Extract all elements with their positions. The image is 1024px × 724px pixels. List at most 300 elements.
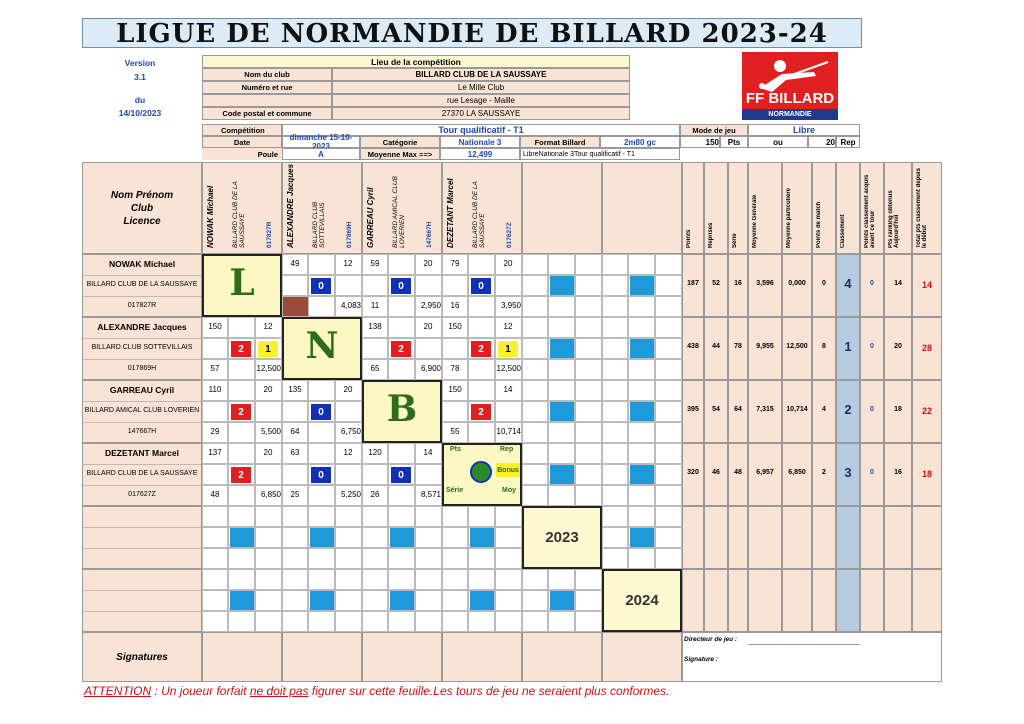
game-points: 135 bbox=[288, 385, 302, 394]
score-cell bbox=[415, 338, 442, 359]
score-cell bbox=[575, 485, 602, 506]
score-cell bbox=[548, 254, 575, 275]
column-player-licence: 017869H bbox=[346, 221, 353, 248]
player-name: ALEXANDRE Jacques bbox=[97, 322, 187, 332]
legend-moy: Moy bbox=[502, 487, 516, 494]
column-player-name: NOWAK Michael bbox=[206, 185, 215, 248]
game-points: 110 bbox=[208, 385, 222, 394]
score-cell bbox=[335, 548, 362, 569]
stat-header-label: Moyenne particulière bbox=[786, 187, 792, 248]
score-cell bbox=[522, 590, 548, 611]
score-cell bbox=[628, 359, 655, 380]
score-cell bbox=[602, 296, 628, 317]
stat-cell bbox=[884, 569, 912, 632]
score-cell bbox=[655, 485, 682, 506]
score-cell bbox=[655, 401, 682, 422]
legend-ball-icon bbox=[470, 461, 492, 483]
game-serie: 25 bbox=[290, 490, 300, 499]
poule-label: Poule bbox=[202, 148, 282, 160]
score-cell bbox=[442, 569, 468, 590]
attention-label: ATTENTION bbox=[84, 684, 152, 698]
row-divider bbox=[83, 275, 201, 276]
game-bonus: 1 bbox=[498, 341, 518, 357]
stat-cell bbox=[748, 569, 782, 632]
score-cell bbox=[308, 380, 335, 401]
score-cell bbox=[335, 464, 362, 485]
moyenne-label: Moyenne Max ==> bbox=[360, 148, 440, 160]
diagonal-letter: B bbox=[386, 388, 418, 430]
empty-blue-square bbox=[630, 465, 654, 484]
score-cell bbox=[308, 548, 335, 569]
diagonal-letter: L bbox=[229, 262, 255, 304]
game-reprises: 14 bbox=[503, 385, 513, 394]
player-name: GARREAU Cyril bbox=[109, 385, 175, 395]
game-points: 138 bbox=[368, 322, 382, 331]
score-cell bbox=[362, 464, 388, 485]
empty-blue-square bbox=[230, 591, 254, 610]
score-cell bbox=[362, 506, 388, 527]
score-cell bbox=[362, 338, 388, 359]
score-cell bbox=[628, 254, 655, 275]
score-cell bbox=[468, 254, 495, 275]
game-match-points: 2 bbox=[471, 404, 491, 420]
score-cell bbox=[228, 380, 255, 401]
lieu-value: BILLARD CLUB DE LA SAUSSAYE bbox=[332, 68, 630, 81]
score-cell bbox=[202, 338, 228, 359]
score-cell bbox=[308, 569, 335, 590]
lieu-label: Nom du club bbox=[202, 68, 332, 81]
score-cell bbox=[388, 569, 415, 590]
score-cell bbox=[522, 464, 548, 485]
column-player-club: BILLARD CLUB SOTTEVILLAIS bbox=[312, 201, 326, 248]
score-cell bbox=[628, 422, 655, 443]
row-divider bbox=[83, 590, 201, 591]
score-cell bbox=[415, 569, 442, 590]
player-club: BILLARD CLUB DE LA SAUSSAYE bbox=[86, 281, 198, 288]
stat-cell bbox=[912, 506, 942, 569]
score-cell bbox=[628, 317, 655, 338]
score-cell bbox=[548, 359, 575, 380]
legend-bonus: Bonus bbox=[496, 463, 520, 477]
score-cell bbox=[415, 527, 442, 548]
score-cell bbox=[495, 590, 522, 611]
signature-cell bbox=[442, 632, 522, 682]
game-reprises: 14 bbox=[423, 448, 433, 457]
game-reprises: 12 bbox=[343, 448, 353, 457]
score-cell bbox=[362, 590, 388, 611]
game-moyenne: 6,850 bbox=[260, 490, 281, 499]
page-title: LIGUE DE NORMANDIE DE BILLARD 2023-24 bbox=[82, 18, 862, 48]
score-cell bbox=[415, 548, 442, 569]
score-cell bbox=[628, 485, 655, 506]
score-cell bbox=[602, 254, 628, 275]
score-cell bbox=[655, 506, 682, 527]
legend-pts: Pts bbox=[450, 446, 461, 453]
stat-value: 8 bbox=[822, 343, 826, 350]
score-cell bbox=[388, 611, 415, 632]
column-header-block bbox=[602, 162, 682, 254]
lieu-value: Le Mille Club bbox=[332, 81, 630, 94]
date-label: Date bbox=[202, 136, 282, 148]
game-points: 150 bbox=[448, 385, 462, 394]
game-serie: 26 bbox=[370, 490, 380, 499]
signature-cell bbox=[602, 632, 682, 682]
score-cell bbox=[522, 317, 548, 338]
game-bonus: 1 bbox=[258, 341, 278, 357]
score-cell bbox=[575, 443, 602, 464]
score-cell bbox=[575, 317, 602, 338]
row-divider bbox=[83, 527, 201, 528]
score-cell bbox=[442, 611, 468, 632]
game-match-points: 2 bbox=[471, 341, 491, 357]
score-cell bbox=[202, 464, 228, 485]
stat-cell bbox=[912, 569, 942, 632]
stat-cell bbox=[884, 506, 912, 569]
stat-value: 64 bbox=[734, 406, 742, 413]
score-cell bbox=[415, 464, 442, 485]
date-value: dimanche 15-10-2023 bbox=[282, 136, 360, 148]
score-cell bbox=[628, 506, 655, 527]
score-cell bbox=[602, 275, 628, 296]
year-2024: 2024 bbox=[602, 569, 682, 632]
score-cell bbox=[255, 506, 282, 527]
attention-text-1: : Un joueur forfait bbox=[151, 684, 250, 698]
stat-value: 14 bbox=[894, 280, 902, 287]
score-cell bbox=[548, 296, 575, 317]
rep-value: 20 bbox=[808, 136, 836, 148]
column-player-licence: 017627Z bbox=[506, 222, 513, 248]
game-reprises: 20 bbox=[423, 259, 433, 268]
score-cell bbox=[442, 275, 468, 296]
score-cell bbox=[468, 506, 495, 527]
score-cell bbox=[655, 527, 682, 548]
column-player-licence: 017827R bbox=[266, 221, 273, 248]
stat-cell bbox=[812, 569, 836, 632]
score-cell bbox=[468, 359, 495, 380]
score-cell bbox=[228, 506, 255, 527]
stat-value: 22 bbox=[921, 406, 932, 416]
game-match-points: 0 bbox=[391, 467, 411, 483]
score-cell bbox=[522, 359, 548, 380]
score-cell bbox=[255, 401, 282, 422]
score-cell bbox=[628, 296, 655, 317]
score-cell bbox=[282, 611, 308, 632]
score-cell bbox=[602, 401, 628, 422]
score-cell bbox=[468, 296, 495, 317]
stat-cell bbox=[704, 569, 728, 632]
game-match-points: 0 bbox=[311, 404, 331, 420]
empty-blue-square bbox=[550, 465, 574, 484]
empty-blue-square bbox=[630, 528, 654, 547]
stat-header-label: Reprises bbox=[708, 222, 714, 248]
ffb-logo bbox=[742, 52, 838, 120]
score-cell bbox=[202, 569, 228, 590]
score-cell bbox=[282, 569, 308, 590]
empty-blue-square bbox=[630, 402, 654, 421]
stat-header-label: Pts ranking obtenus Aujourd'hui bbox=[888, 190, 900, 248]
diagonal-letter: N bbox=[305, 325, 339, 367]
stat-value: 0 bbox=[870, 469, 874, 476]
game-serie: 48 bbox=[210, 490, 220, 499]
score-cell bbox=[202, 401, 228, 422]
signature-cell bbox=[282, 632, 362, 682]
signature-cell bbox=[202, 632, 282, 682]
score-cell bbox=[575, 254, 602, 275]
stat-value: 187 bbox=[687, 280, 699, 287]
game-match-points: 2 bbox=[391, 341, 411, 357]
score-cell bbox=[575, 380, 602, 401]
stat-cell bbox=[728, 506, 748, 569]
score-cell bbox=[282, 506, 308, 527]
score-cell bbox=[335, 506, 362, 527]
score-cell bbox=[415, 506, 442, 527]
stat-value: 395 bbox=[687, 406, 699, 413]
game-match-points: 0 bbox=[471, 278, 491, 294]
game-moyenne: 12,500 bbox=[256, 364, 281, 373]
stat-value: 78 bbox=[734, 343, 742, 350]
game-points: 63 bbox=[290, 448, 300, 457]
score-cell bbox=[602, 485, 628, 506]
mode-label: Mode de jeu bbox=[680, 124, 748, 136]
empty-blue-square bbox=[310, 528, 334, 547]
competition-value: Tour qualificatif - T1 bbox=[282, 124, 680, 136]
player-licence: 017869H bbox=[127, 365, 157, 372]
competition-label: Compétition bbox=[202, 124, 282, 136]
game-serie: 16 bbox=[450, 301, 460, 310]
game-moyenne: 3,950 bbox=[500, 301, 521, 310]
score-cell bbox=[415, 590, 442, 611]
stat-value: 2 bbox=[822, 469, 826, 476]
competition-ref: LibreNationale 3Tour qualificatif - T1 bbox=[520, 148, 680, 160]
score-cell bbox=[442, 401, 468, 422]
signatures-label: Signatures bbox=[82, 632, 202, 682]
game-moyenne: 2,950 bbox=[420, 301, 441, 310]
stat-value: 7,315 bbox=[756, 406, 774, 413]
stat-header-label: Points classement acquis avant ce tour bbox=[864, 174, 876, 248]
score-cell bbox=[415, 611, 442, 632]
score-cell bbox=[575, 296, 602, 317]
score-cell bbox=[228, 611, 255, 632]
game-match-points: 2 bbox=[231, 404, 251, 420]
score-cell bbox=[308, 296, 335, 317]
stat-value: 0 bbox=[870, 343, 874, 350]
score-cell bbox=[575, 464, 602, 485]
score-cell bbox=[442, 338, 468, 359]
score-cell bbox=[442, 506, 468, 527]
score-cell bbox=[468, 317, 495, 338]
stat-value: 18 bbox=[894, 406, 902, 413]
score-cell bbox=[362, 548, 388, 569]
empty-blue-square bbox=[470, 591, 494, 610]
game-points: 150 bbox=[448, 322, 462, 331]
score-cell bbox=[228, 569, 255, 590]
game-moyenne: 6,750 bbox=[340, 427, 361, 436]
score-cell bbox=[602, 359, 628, 380]
score-cell bbox=[522, 254, 548, 275]
score-cell bbox=[282, 401, 308, 422]
game-match-points: 0 bbox=[311, 467, 331, 483]
score-cell bbox=[495, 611, 522, 632]
empty-blue-square bbox=[550, 276, 574, 295]
score-cell bbox=[388, 443, 415, 464]
score-cell bbox=[575, 359, 602, 380]
legend-rep: Rep bbox=[500, 446, 514, 453]
game-reprises: 20 bbox=[263, 448, 273, 457]
score-cell bbox=[335, 527, 362, 548]
score-cell bbox=[575, 401, 602, 422]
empty-blue-square bbox=[230, 528, 254, 547]
stat-cell bbox=[682, 569, 704, 632]
stat-cell bbox=[812, 506, 836, 569]
row-divider bbox=[83, 296, 201, 297]
signature-label: Signature : bbox=[684, 656, 718, 663]
score-cell bbox=[255, 527, 282, 548]
score-cell bbox=[628, 548, 655, 569]
pts-label: Pts bbox=[720, 136, 748, 148]
score-cell bbox=[655, 275, 682, 296]
stat-value: 1 bbox=[844, 339, 852, 354]
score-cell bbox=[522, 338, 548, 359]
score-cell bbox=[602, 548, 628, 569]
score-cell bbox=[308, 443, 335, 464]
lieu-header: Lieu de la compétition bbox=[202, 55, 630, 68]
stat-value: 10,714 bbox=[786, 406, 808, 413]
column-player-name: ALEXANDRE Jacques bbox=[286, 163, 295, 248]
stat-value: 0 bbox=[822, 280, 826, 287]
game-match-points: 0 bbox=[391, 278, 411, 294]
categorie-label: Catégorie bbox=[360, 136, 440, 148]
row-divider bbox=[83, 359, 201, 360]
ou-label: ou bbox=[748, 136, 808, 148]
game-points: 150 bbox=[208, 322, 222, 331]
stat-value: 48 bbox=[734, 469, 742, 476]
score-cell bbox=[335, 590, 362, 611]
stat-cell bbox=[728, 569, 748, 632]
score-cell bbox=[548, 611, 575, 632]
score-cell bbox=[468, 548, 495, 569]
attention-emphasis: ne doit pas bbox=[249, 684, 309, 698]
game-moyenne: 5,250 bbox=[340, 490, 361, 499]
signature-cell bbox=[522, 632, 602, 682]
stat-value: 16 bbox=[894, 469, 902, 476]
score-cell bbox=[202, 527, 228, 548]
game-points: 120 bbox=[368, 448, 382, 457]
score-cell bbox=[575, 422, 602, 443]
score-cell bbox=[522, 422, 548, 443]
stat-header-label: Total pts classement depuis le début bbox=[916, 168, 928, 248]
stat-value: 320 bbox=[687, 469, 699, 476]
row-divider bbox=[83, 422, 201, 423]
score-cell bbox=[522, 380, 548, 401]
lieu-value: 27370 LA SAUSSAYE bbox=[332, 107, 630, 120]
lieu-label: Code postal et commune bbox=[202, 107, 332, 120]
rep-label: Rep bbox=[836, 136, 860, 148]
score-cell bbox=[228, 359, 255, 380]
row-divider bbox=[83, 611, 201, 612]
score-cell bbox=[255, 464, 282, 485]
score-cell bbox=[362, 275, 388, 296]
score-cell bbox=[575, 569, 602, 590]
stat-header-label: Classement bbox=[840, 214, 846, 248]
stat-value: 52 bbox=[712, 280, 720, 287]
score-cell bbox=[202, 506, 228, 527]
pts-value: 150 bbox=[680, 136, 720, 148]
stat-value: 9,955 bbox=[756, 343, 774, 350]
director-label: Directeur de jeu : bbox=[684, 636, 738, 643]
game-match-points: 2 bbox=[231, 341, 251, 357]
score-cell bbox=[282, 464, 308, 485]
score-cell bbox=[388, 317, 415, 338]
row-divider bbox=[83, 464, 201, 465]
game-points: 137 bbox=[208, 448, 222, 457]
stat-cell bbox=[860, 506, 884, 569]
score-cell bbox=[495, 548, 522, 569]
game-serie: 29 bbox=[210, 427, 220, 436]
game-moyenne: 12,500 bbox=[496, 364, 521, 373]
column-player-club: BILLARD AMICAL CLUB LOVERIEN bbox=[392, 176, 406, 248]
game-serie: 78 bbox=[450, 364, 460, 373]
stat-value: 438 bbox=[687, 343, 699, 350]
score-cell bbox=[522, 611, 548, 632]
stat-cell bbox=[860, 569, 884, 632]
game-serie: 11 bbox=[370, 301, 380, 310]
stat-value: 28 bbox=[921, 343, 932, 353]
game-reprises: 12 bbox=[343, 259, 353, 268]
empty-blue-square bbox=[550, 402, 574, 421]
player-licence: 147667H bbox=[127, 428, 157, 435]
score-cell bbox=[282, 527, 308, 548]
empty-blue-square bbox=[630, 276, 654, 295]
score-cell bbox=[468, 611, 495, 632]
score-cell bbox=[655, 359, 682, 380]
score-cell bbox=[442, 548, 468, 569]
score-cell bbox=[575, 611, 602, 632]
score-cell bbox=[548, 443, 575, 464]
game-reprises: 20 bbox=[503, 259, 513, 268]
score-cell bbox=[655, 254, 682, 275]
stat-value: 3 bbox=[844, 465, 852, 480]
score-cell bbox=[602, 443, 628, 464]
score-cell bbox=[655, 317, 682, 338]
attention-note bbox=[84, 684, 984, 698]
game-points: 79 bbox=[450, 259, 460, 268]
column-player-name: GARREAU Cyril bbox=[366, 187, 375, 248]
stat-value: 0 bbox=[870, 280, 874, 287]
score-cell bbox=[202, 590, 228, 611]
score-cell bbox=[255, 548, 282, 569]
stat-value: 0 bbox=[870, 406, 874, 413]
stat-value: 54 bbox=[712, 406, 720, 413]
player-name-cell bbox=[82, 506, 202, 569]
game-moyenne: 10,714 bbox=[496, 427, 521, 436]
director-line bbox=[748, 644, 860, 645]
empty-blue-square bbox=[550, 591, 574, 610]
score-cell bbox=[388, 296, 415, 317]
column-player-club: BILLARD CLUB DE LA SAUSSAYE bbox=[472, 181, 486, 248]
score-cell bbox=[655, 548, 682, 569]
empty-blue-square bbox=[470, 528, 494, 547]
year-2023: 2023 bbox=[522, 506, 602, 569]
game-moyenne: 4,083 bbox=[340, 301, 361, 310]
score-cell bbox=[335, 275, 362, 296]
score-cell bbox=[655, 464, 682, 485]
row-divider bbox=[83, 401, 201, 402]
empty-blue-square bbox=[390, 591, 414, 610]
score-cell bbox=[255, 569, 282, 590]
score-cell bbox=[228, 317, 255, 338]
version-date: 14/10/2023 bbox=[118, 108, 162, 118]
score-cell bbox=[628, 380, 655, 401]
